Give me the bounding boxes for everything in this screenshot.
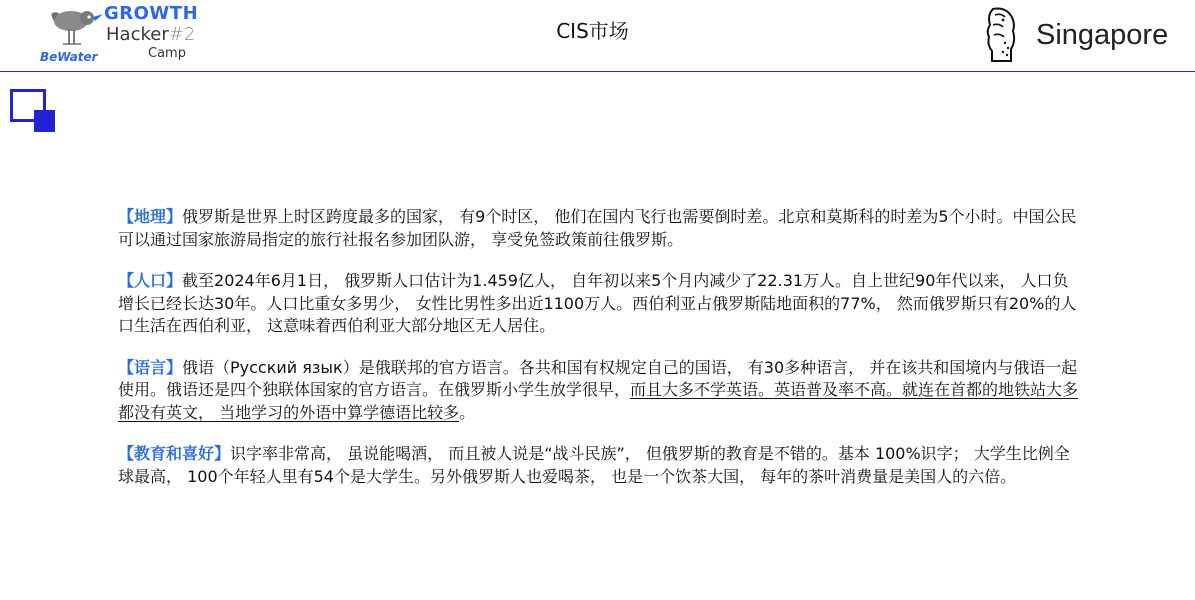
section-tag: 【地理】 xyxy=(118,207,183,226)
decorative-squares-icon xyxy=(10,89,56,133)
underlined-text: 而且大多不学英语。英语普及率不高。就连在首都的地铁站大多都没有英文， 当地学习的外语中算学德语比较多 xyxy=(118,380,1079,422)
section-education xyxy=(118,443,1083,488)
section-text: 俄语（Русский язык）是俄联邦的官方语言。各共和国有权规定自己的国语， 有30多种语言， 并在该共和国境内与俄语一起使用。俄语还是四个独联体国家的官方语言。在俄罗斯小学生放学很早， xyxy=(118,357,1078,399)
content-body xyxy=(118,206,1083,507)
page-header xyxy=(0,0,1195,71)
header-divider xyxy=(0,71,1195,72)
section-tag: 【教育和喜好】 xyxy=(118,444,231,463)
section-tag: 【语言】 xyxy=(118,357,183,377)
section-text: 截至2024年6月1日， 俄罗斯人口估计为1.459亿人， 自年初以来5个月内减少了22.31万人。自上世纪90年代以来， 人口负增长已经长达30年。人口比重女多男少， 女性比男性多出近1100万人。西伯利亚占俄罗斯陆地面积的77%， 然而俄罗斯只有20%的人口生活在西伯利亚， 这意味着西伯利亚大部分地区无人居住。 xyxy=(118,271,1077,335)
section-text-tail: 。 xyxy=(459,402,476,422)
section-population xyxy=(118,270,1083,338)
section-tag: 【人口】 xyxy=(118,271,183,290)
merlion-icon xyxy=(983,5,1019,63)
logo-camp-text: Camp xyxy=(148,46,186,61)
section-text: 俄罗斯是世界上时区跨度最多的国家， 有9个时区， 他们在国内飞行也需要倒时差。北京和莫斯科的时差为5个小时。中国公民可以通过国家旅游局指定的旅行社报名参加团队游， 享受免签政策前往俄罗斯。 xyxy=(118,207,1077,249)
page-title: CIS市场 xyxy=(556,19,629,43)
section-geography xyxy=(118,206,1083,251)
logo-hacker-suffix: #2 xyxy=(168,24,196,45)
logo-hacker-word: Hacker xyxy=(106,24,169,45)
section-text: 识字率非常高， 虽说能喝酒， 而且被人说是“战斗民族”， 但俄罗斯的教育是不错的。基本 100%识字； 大学生比例全球最高， 100个年轻人里有54个是大学生。另外俄罗斯人也爱喝茶， 也是一个饮茶大国， 每年的茶叶消费量是美国人的六倍。 xyxy=(118,444,1070,486)
logo-growth-text: GROWTH xyxy=(104,3,199,24)
city-name: Singapore xyxy=(1036,19,1169,51)
section-language xyxy=(118,357,1083,425)
logo-bewater-text: BeWater xyxy=(40,50,98,64)
